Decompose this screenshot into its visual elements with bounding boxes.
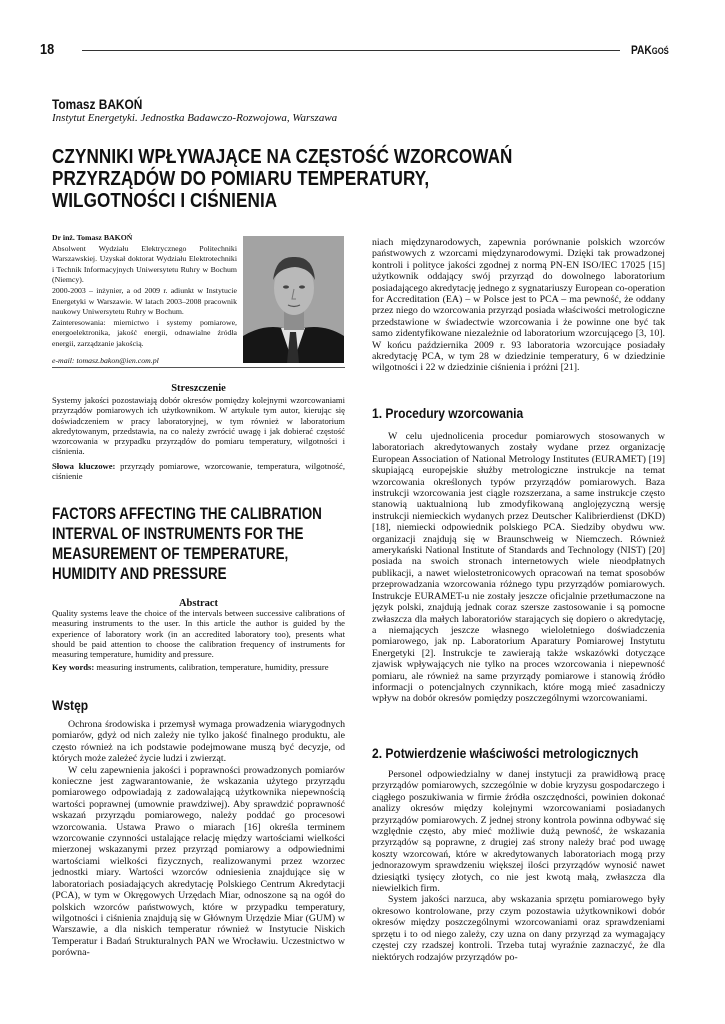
header-rule <box>82 50 620 51</box>
journal-name <box>631 43 669 57</box>
potwierdzenie-body <box>372 769 665 963</box>
journal-main: PAK <box>631 43 652 57</box>
streszczenie-text: Systemy jakości pozostawiają dobór okresów pomiędzy kolejnymi wzorcowaniami przyrządów pomiarowych ich użytkownikom. W artykule tym autor, kierując się doświadczeniem w pracy laboratoryjnej, w tym również w laboratorium akredytowanym, przedstawia, na co należy zwrócić uwagę i jak dobierać częstość wzorcowania w przypadku przyrządów do pomiaru temperatury, wilgotności i ciśnienia. <box>52 395 345 457</box>
bio-paragraph: Zainteresowania: miernictwo i systemy pomiarowe, energoelektronika, jakość energii, odnawialne źródła energii, zarządzanie jakością. <box>52 317 237 348</box>
body-paragraph: W celu zapewnienia jakości i poprawności prowadzonych pomiarów konieczne jest zagwarantowanie, że wskazania użytego przyrządu pomiarowego odpowiadają z zadowalającą użytkownika niepewnością wartości poprawnej (umownie prawdziwej). Aby sprawdzić poprawność wskazań przyrządu pomiarowego, należy poddać go procesowi wzorcowania. Ustawa Prawo o miarach [16] określa terminem wzorcowanie czynności ustalające relację między wartościami wielkości mierzonej wskazanymi przez przyrząd pomiarowy a odpowiednimi wartościami wielkości fizycznych, realizowanymi przez wzorzec jednostki miary. Wartości wzorców odniesienia znajdujące się w laboratoriach posiadających akredytację Polskiego Centrum Akredytacji (PCA), w tym w Okręgowych Urzędach Miar, odnoszone są na ogół do polskich wzorców państwowych, które w przypadku temperatury, wilgotności i ciśnienia znajdują się w Głównym Urzędzie Miar (GUM) w Warszawie, a dla niskich temperatur również w Instytucie Niskich Temperatur i Badań Strukturalnych PAN we Wrocławiu. Uczestnictwo w porówna- <box>52 764 345 959</box>
page-number: 18 <box>40 41 55 58</box>
author-bio <box>52 233 237 366</box>
slowa-kluczowe-label: Słowa kluczowe: <box>52 461 116 471</box>
english-title-line: INTERVAL OF INSTRUMENTS FOR THE <box>52 524 304 543</box>
portrait-image <box>243 236 344 363</box>
body-paragraph: W celu ujednolicenia procedur pomiarowych stosowanych w laboratoriach akredytowanych zostały wydane przez organizację European Association of National Metrology Institutes (EURAMET) [19] skupiającą europejskie służby metrologiczne instrukcje na temat wzorcowania określonych typów przyrządów pomiarowych. Baza instrukcji wzorcowania jest ciągle rozszerzana, a same instrukcje często stanowią uaktualnioną lub zmodyfikowaną anglojęzyczną wersję instrukcji niemieckich wydanych przez Deutscher Kalibrierdienst (DKD) [18], niemiecki odpowiednik polskiego PCA. Siedziby obydwu ww. organizacji znajdują się w Braunschweig w Niemczech. Również amerykański National Institute of Standards and Technology (NIST) [20] posiada na swoich stronach internetowych wiele nieodpłatnych publikacji, a nawet wielostetronicowych opracowań na temat sposobów przeprowadzania wzorcowania różnego typu przyrządów pomiarowych. Instrukcje EURAMET-u nie zostały jeszcze oficjalnie przetłumaczone na język polski, znajdują jednak coraz szersze zastosowanie i są pomocne zwłaszcza dla małych laboratoriów starających się dopiero o akredytację, a niemających jeszcze własnego wieloletniego doświadczenia pomiarowego, jak np. Laboratorium Aparatury Pomiarowej Instytutu Energetyki [2]. Instrukcje te zawierają także wskazówki dotyczące zjawisk wpływających nie tylko na proces wzorcowania i niepewność pomiaru, ale również na same przyrządy pomiarowe i stanowią źródło informacji o potencjalnych czynnikach, które mogą mieć zasadniczy wpływ na dobór okresów pomiędzy poszczególnymi wzorcowaniami. <box>372 431 665 705</box>
author-affiliation: Instytut Energetyki. Jednostka Badawczo-Rozwojowa, Warszawa <box>52 112 338 124</box>
bio-divider <box>52 367 345 368</box>
author-photo <box>243 236 344 363</box>
author-name: Tomasz BAKOŃ <box>52 96 143 112</box>
procedury-body <box>372 431 665 705</box>
body-paragraph: niach międzynarodowych, zapewnia porównanie polskich wzorców państwowych z wzorcami międzynarodowymi. Dzięki tak prowadzonej kontroli i polityce jakości zgodnej z normą PN-EN ISO/IEC 17025 [15] użytkownik oddający swój przyrząd do dowolnego laboratorium posiadającego akredytację jednego z sygnatariuszy European co-operation for Accreditation (EA) – w Polsce jest to PCA – ma pewność, że oddany przez niego do wzorcowania przyrząd posiada właściwości metrologiczne przedstawione w świadectwie wzorcowania i że powinne one być tak samo zidentyfikowane niezależnie od laboratorium wzorcującego [3, 10]. W końcu października 2009 r. 93 laboratoria wzorcujące posiadały akredytację PCA, w tym 28 w dziedzinie temperatury, 6 w dziedzinie wilgotności i 22 w dziedzinie ciśnienia i próżni [21]. <box>372 237 665 374</box>
section-heading-wstep: Wstęp <box>52 697 89 713</box>
key-words-label: Key words: <box>52 662 95 672</box>
journal-sub: GOŚ <box>651 46 669 56</box>
polish-title-line: CZYNNIKI WPŁYWAJĄCE NA CZĘSTOŚĆ WZORCOWAŃ <box>52 146 513 168</box>
english-title-line: HUMIDITY AND PRESSURE <box>52 564 227 583</box>
section-heading-procedury: 1. Procedury wzorcowania <box>372 405 524 421</box>
bio-email: e-mail: tomasz.bakon@ien.com.pl <box>52 355 159 365</box>
wstep-body <box>52 719 345 959</box>
key-words <box>52 662 345 672</box>
section-heading-potwierdzenie: 2. Potwierdzenie właściwości metrologicznych <box>372 745 639 761</box>
abstract-heading: Abstract <box>178 598 219 609</box>
english-title-line: MEASUREMENT OF TEMPERATURE, <box>52 544 289 563</box>
slowa-kluczowe <box>52 461 345 482</box>
bio-paragraph: 2000-2003 – inżynier, a od 2009 r. adiunkt w Instytucie Energetyki w Warszawie. W latach 2003–2008 pracownik naukowy Uniwersytetu Ruhry w Bochum. <box>52 285 237 317</box>
body-paragraph: System jakości narzuca, aby wskazania sprzętu pomiarowego były okresowo kontrolowane, przy czym pozostawia użytkownikowi dobór okresów między poszczególnymi wzorcowaniami oraz sprawdzeniami sprzętu i to od niego zależy, czy uzna on dany przyrząd za wymagający częstej czy rzadszej kontroli. Trzeba tutaj wyraźnie zaznaczyć, że dla niektórych rodzajów przyrządów po- <box>372 894 665 963</box>
bio-paragraph: Absolwent Wydziału Elektrycznego Politechniki Warszawskiej. Uzyskał doktorat Wydziału Elektrotechniki i Technik Informacyjnych Uniwersytetu Ruhry w Bochum (Niemcy). <box>52 243 237 285</box>
intro-continuation <box>372 237 665 374</box>
bio-name: Dr inż. Tomasz BAKOŃ <box>52 233 133 242</box>
key-words-value: measuring instruments, calibration, temperature, humidity, pressure <box>94 662 329 672</box>
abstract-text: Quality systems leave the choice of the intervals between successive calibrations of measuring instruments to the user. In this article the author is guided by the experience of laboratory work (in an accredited laboratory too), presents what should be paid attention to choose the calibration frequency of instruments for measuring temperature, humidity and pressure. <box>52 608 345 660</box>
streszczenie-heading: Streszczenie <box>171 383 226 394</box>
body-paragraph: Personel odpowiedzialny w danej instytucji za prawidłową pracę przyrządów pomiarowych, szczególnie w dobie kryzysu gospodarczego i ciągłego poszukiwania w firmie źródła oszczędności, powinien dokonać analizy okresów między kolejnymi wzorcowaniami posiadanych przyrządów pomiarowych. Z jednej strony kontrola powinna odbywać się względnie często, aby mieć możliwie dużą pewność, że wskazania przyrządów są poprawne, z drugiej zaś strony należy brać pod uwagę koszty wzorcowań, które w akredytowanych laboratoriach mogą przy jednorazowym sprawdzeniu większej ilości przyrządów wynosić nawet dziesiątki tysięcy złotych, co nie jest kwotą małą, zwłaszcza dla niewielkich firm. <box>372 769 665 895</box>
polish-title-line: PRZYRZĄDÓW DO POMIARU TEMPERATURY, <box>52 168 430 190</box>
body-paragraph: Ochrona środowiska i przemysł wymaga prowadzenia wiarygodnych pomiarów, gdyż od nich zależy nie tylko jakość finalnego produktu, ale często również na ich podstawie podejmowane muszą być decyzje, od których może zależeć życie ludzi i zwierząt. <box>52 719 345 765</box>
slowa-kluczowe-value: przyrządy pomiarowe, wzorcowanie, temperatura, wilgotność, ciśnienie <box>52 461 345 482</box>
polish-title-line: WILGOTNOŚCI I CIŚNIENIA <box>52 190 278 212</box>
english-title-line: FACTORS AFFECTING THE CALIBRATION <box>52 504 322 523</box>
